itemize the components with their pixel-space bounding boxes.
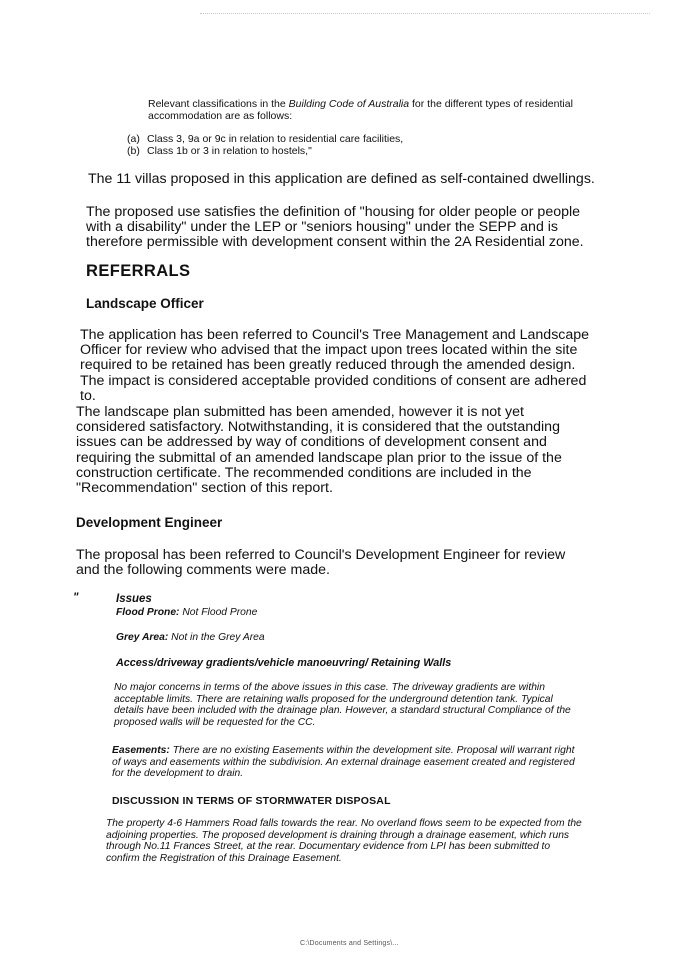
access-text: No major concerns in terms of the above issues in this case. The driveway gradients are within acceptable limits. There are retaining walls proposed for the underground detention tank. Typical details have been included with the drainage plan. However, a standard structural Compliance of the proposed walls will be requested for the CC. [114, 682, 571, 728]
grey-area-label: Grey Area: [116, 632, 169, 643]
bca-title: Building Code of Australia [288, 98, 410, 110]
para-villas: The 11 villas proposed in this application are defined as self-contained dwellings. [88, 171, 595, 187]
list-item-a [127, 133, 607, 145]
flood-prone-value: Not Flood Prone [182, 607, 258, 618]
engineer-heading: Development Engineer [76, 515, 223, 530]
file-path-footer: C:\Documents and Settings\... [300, 940, 399, 947]
referrals-heading: REFERRALS [86, 262, 191, 280]
stormwater-text: The property 4-6 Hammers Road falls towards the rear. No overland flows seem to be expected from the adjoining properties. The proposed development is draining through a drainage easement, which runs through No.11 Frances Street, at the rear. Documentary evidence from LPI has been submitted to confirm the Registration of this Drainage Easement. [106, 818, 582, 864]
list-label-a: (a) [127, 133, 140, 145]
list-text-b: Class 1b or 3 in relation to hostels," [147, 145, 312, 157]
access-heading: Access/driveway gradients/vehicle manoeuvring/ Retaining Walls [116, 657, 452, 669]
easements-block [112, 745, 582, 780]
list-text-a: Class 3, 9a or 9c in relation to residential care facilities, [147, 133, 404, 145]
quote-intro-text-end: for the different types of residential accommodation are as follows: [148, 98, 573, 122]
landscape-para-2: The landscape plan submitted has been amended, however it is not yet considered satisfactory. Notwithstanding, it is considered that the outstanding issues can be addressed by way of conditions of development consent and requiring the submittal of an amended landscape plan prior to the issue of the construction certificate. The recommended conditions are included in the "Recommendation" section of this report. [76, 404, 562, 497]
issues-label: Issues [116, 593, 152, 605]
flood-prone-row [116, 607, 257, 619]
landscape-heading: Landscape Officer [86, 296, 204, 311]
easements-text: There are no existing Easements within the development site. Proposal will warrant right of ways and easements within the subdivision. An external drainage easement created and registered for the development to drain. [112, 745, 575, 779]
quote-open-mark: " [73, 592, 79, 604]
list-item-b [127, 145, 607, 157]
landscape-para-1: The application has been referred to Council's Tree Management and Landscape Officer for review who advised that the impact upon trees located within the site required to be retained has been greatly reduced through the amended design. The impact is considered acceptable provided conditions of consent are adhered to. [80, 327, 590, 404]
list-label-b: (b) [127, 145, 140, 157]
para-proposed-use: The proposed use satisfies the definition of "housing for older people or people with a disability" under the LEP or "seniors housing" under the SEPP and is therefore permissible with development consent within the 2A Residential zone. [86, 204, 584, 251]
easements-label: Easements: [112, 745, 170, 756]
flood-prone-label: Flood Prone: [116, 607, 180, 618]
grey-area-value: Not in the Grey Area [171, 632, 265, 643]
grey-area-row [116, 632, 265, 644]
scan-edge-line [200, 13, 650, 14]
quote-intro [148, 98, 608, 122]
stormwater-heading: DISCUSSION IN TERMS OF STORMWATER DISPOSAL [112, 795, 391, 807]
quote-intro-text: Relevant classifications in the [148, 98, 289, 110]
engineer-intro: The proposal has been referred to Council's Development Engineer for review and the following comments were made. [76, 547, 566, 579]
